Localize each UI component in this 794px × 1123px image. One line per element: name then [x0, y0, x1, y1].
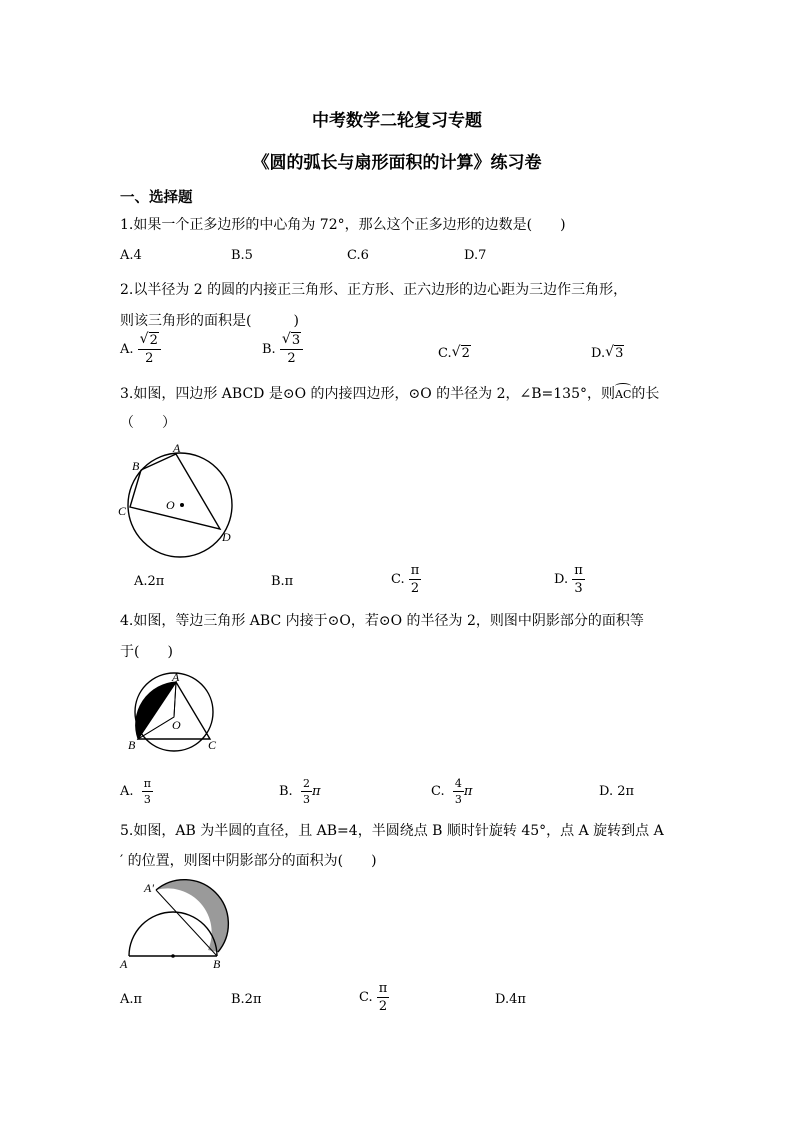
q3-option-a: A.2π: [134, 574, 165, 589]
numerator: π: [410, 563, 420, 578]
label-o: O: [172, 718, 181, 732]
arc-symbol: [615, 386, 631, 402]
q2-option-a: [120, 334, 161, 365]
q2-option-b: [262, 334, 303, 365]
question-4-line-1: 4.如图，等边三角形 ABC 内接于⊙O，若⊙O 的半径为 2，则图中阴影部分的面积等: [120, 613, 644, 629]
denominator: 2: [145, 351, 154, 366]
arc-label: AC: [615, 388, 632, 401]
q5-option-c: [359, 982, 389, 1013]
label-b: B: [213, 957, 221, 971]
option-prefix: C.: [438, 346, 452, 361]
label-d: D: [222, 530, 231, 544]
q4-option-a: [120, 778, 153, 805]
denominator: 2: [287, 351, 296, 366]
fraction: [572, 564, 585, 595]
numerator: π: [574, 563, 583, 578]
label-b: B: [132, 459, 140, 473]
numerator: 2: [302, 777, 310, 790]
label-a: A: [120, 957, 128, 971]
option-prefix: A.: [120, 784, 134, 799]
center-point: [180, 503, 184, 507]
fraction: [138, 334, 161, 365]
sqrt: [605, 346, 624, 361]
option-prefix: A.: [120, 342, 134, 357]
q3-text-end: 的长: [631, 386, 660, 402]
q3-option-d: [554, 564, 585, 595]
fraction: [409, 564, 422, 595]
q5-figure: [112, 878, 237, 973]
fraction: [301, 778, 312, 805]
semicircle: [129, 912, 217, 956]
fraction: [280, 334, 303, 365]
label-c: C: [118, 504, 127, 518]
radicand: 3: [615, 346, 624, 361]
fraction: [377, 982, 390, 1013]
q5-option-b: B.2π: [231, 992, 262, 1007]
label-a: A: [173, 441, 181, 455]
pi-suffix: π: [311, 784, 321, 799]
q2-option-c: [438, 346, 471, 361]
quadrilateral: [130, 454, 220, 529]
denominator: 3: [302, 793, 310, 806]
q5-option-d: D.4π: [495, 992, 526, 1007]
option-prefix: B.: [262, 342, 276, 357]
q1-option-d: D.7: [464, 248, 487, 263]
fraction: [453, 778, 464, 805]
question-2-line-1: 2.以半径为 2 的圆的内接正三角形、正方形、正六边形的边心距为三边作三角形，: [120, 282, 628, 298]
radicand: 3: [291, 333, 301, 348]
q1-option-c: C.6: [347, 248, 369, 263]
q5-option-a: A.π: [120, 992, 143, 1007]
denominator: 2: [378, 999, 388, 1014]
q1-option-b: B.5: [231, 248, 253, 263]
label-a-prime: A': [144, 881, 154, 895]
section-heading: 一、选择题: [120, 189, 193, 206]
q4-option-b: [279, 778, 321, 805]
option-prefix: C.: [391, 572, 405, 587]
question-4-line-2: 于( ): [120, 644, 173, 660]
fraction: [142, 778, 153, 805]
question-5-line-2: ′ 的位置，则图中阴影部分的面积为( ): [120, 853, 377, 869]
denominator: 3: [143, 793, 151, 806]
sqrt: [140, 334, 159, 347]
option-prefix: D.: [554, 572, 569, 587]
question-1: 1.如果一个正多边形的中心角为 72°，那么这个正多边形的边数是( ): [120, 217, 566, 233]
denominator: 2: [410, 581, 420, 596]
numerator: π: [143, 777, 152, 790]
option-prefix: D.: [591, 346, 606, 361]
sqrt: [452, 346, 471, 361]
question-2-line-2: 则该三角形的面积是( ): [120, 313, 299, 329]
radicand: 2: [461, 346, 470, 361]
q4-option-d: D. 2π: [599, 784, 635, 799]
q3-option-c: [391, 564, 421, 595]
q4-figure: [124, 672, 224, 754]
center-point: [171, 954, 175, 958]
label-a: A: [172, 672, 180, 684]
option-prefix: C.: [359, 990, 373, 1005]
question-5-line-1: 5.如图，AB 为半圆的直径，且 AB=4，半圆绕点 B 顺时针旋转 45°，点 A 旋转到点 A: [120, 823, 664, 839]
numerator: 4: [454, 777, 462, 790]
sqrt: [282, 334, 301, 347]
option-prefix: B.: [279, 784, 293, 799]
numerator: π: [378, 981, 388, 996]
label-b: B: [128, 738, 136, 752]
radicand: 2: [149, 333, 158, 348]
question-3-line-1: [120, 383, 659, 403]
page-subtitle: 《圆的弧长与扇形面积的计算》练习卷: [252, 153, 542, 173]
question-3-line-2: （ ）: [120, 415, 176, 431]
label-o: O: [166, 498, 175, 512]
denominator: 3: [454, 793, 462, 806]
label-c: C: [208, 738, 217, 752]
denominator: 3: [574, 581, 583, 596]
pi-suffix: π: [463, 784, 473, 799]
page-title: 中考数学二轮复习专题: [312, 111, 482, 131]
q2-option-d: [591, 346, 624, 361]
q3-option-b: B.π: [271, 574, 294, 589]
q3-figure: [112, 440, 242, 560]
q3-text: 3.如图，四边形 ABCD 是⊙O 的内接四边形，⊙O 的半径为 2，∠B=135°，则: [120, 386, 615, 402]
option-prefix: C.: [431, 784, 445, 799]
q4-option-c: [431, 778, 472, 805]
q1-option-a: A.4: [120, 248, 142, 263]
